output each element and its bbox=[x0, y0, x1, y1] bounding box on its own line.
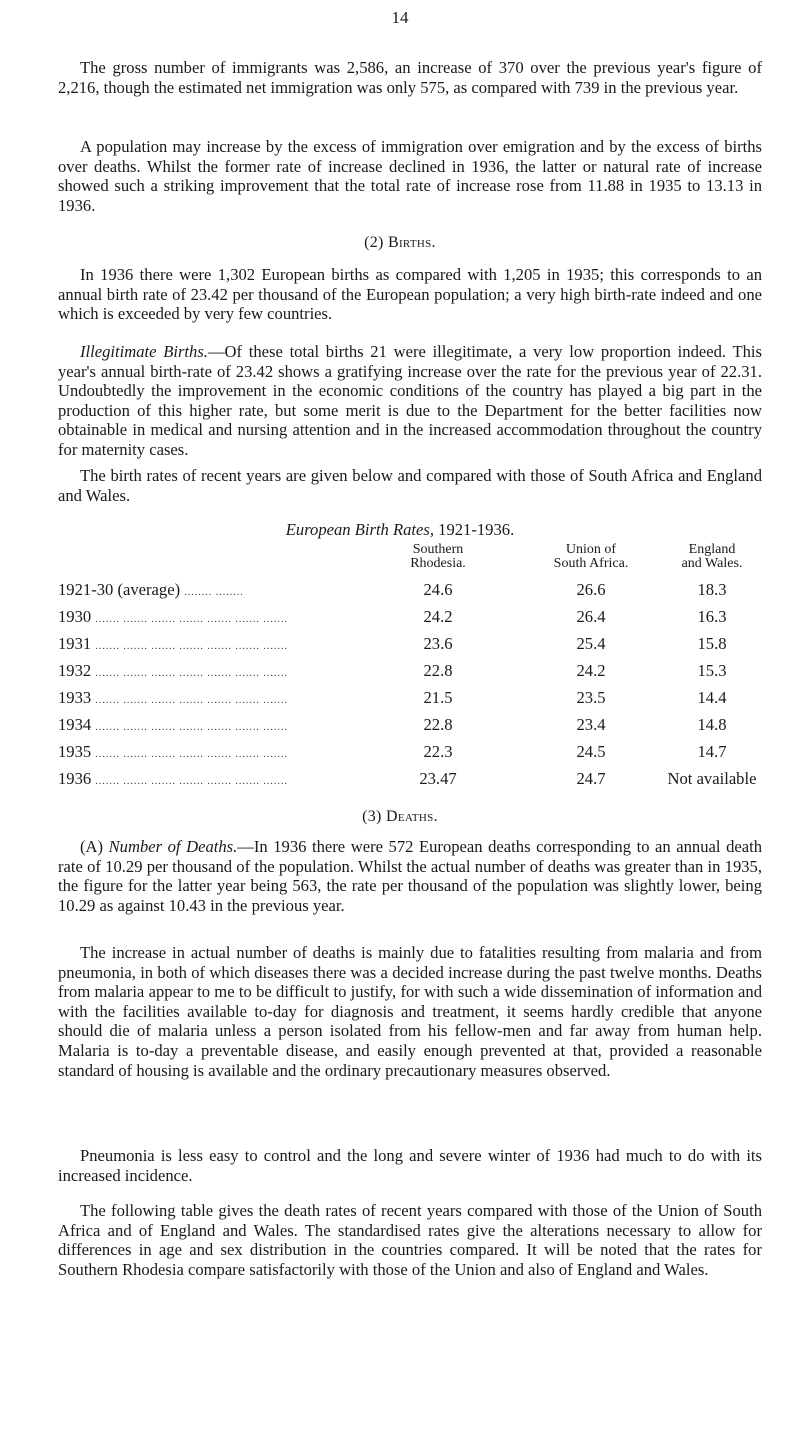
cell-union-south-africa: 24.5 bbox=[576, 742, 606, 761]
paragraph-births: In 1936 there were 1,302 European births as compared with 1,205 in 1935; this corresponds to an annual birth rate of 23.42 per thousand of the European population; a very high birth-rate indeed and one which is exceeded by very few countries. bbox=[58, 265, 762, 324]
col-header-line: England bbox=[688, 542, 736, 557]
col-header-line: Union of bbox=[565, 542, 617, 557]
col-header-southern-rhodesia bbox=[378, 543, 498, 571]
paragraph-birth-rates-intro: The birth rates of recent years are given below and compared with those of South Africa and England and Wales. bbox=[58, 466, 762, 505]
cell-southern-rhodesia: 23.47 bbox=[419, 769, 457, 788]
illegitimate-births-lead: Illegitimate Births. bbox=[80, 342, 208, 361]
cell-southern-rhodesia: 22.8 bbox=[423, 715, 453, 734]
row-year: 1921-30 bbox=[58, 580, 114, 599]
col-header-line: Southern bbox=[412, 542, 464, 557]
col-header-line: and Wales. bbox=[681, 556, 743, 571]
paragraph-death-rates-intro: The following table gives the death rates of recent years compared with those of the Union of South Africa and of England and Wales. The standardised rates give the alterations necessary to allow for differences in age and sex distribution in the countries compared. It will be noted that the rates for Southern Rhodesia compare satisfactorily with those of the Union and also of England and Wales. bbox=[58, 1201, 762, 1279]
col-header-union-south-africa bbox=[526, 543, 656, 571]
row-year: 1935 bbox=[58, 742, 92, 761]
cell-england-wales: 18.3 bbox=[697, 580, 727, 599]
col-header-line: Rhodesia. bbox=[410, 556, 466, 571]
cell-england-wales: 16.3 bbox=[697, 607, 727, 626]
cell-southern-rhodesia: 21.5 bbox=[423, 688, 453, 707]
table-row bbox=[58, 607, 762, 633]
row-year: 1934 bbox=[58, 715, 92, 734]
cell-union-south-africa: 23.4 bbox=[576, 715, 606, 734]
row-year: 1933 bbox=[58, 688, 92, 707]
paragraph-number-of-deaths bbox=[58, 837, 762, 915]
table-row bbox=[58, 742, 762, 768]
cell-england-wales: Not available bbox=[667, 769, 757, 788]
table-row bbox=[58, 634, 762, 660]
cell-union-south-africa: 24.7 bbox=[576, 769, 606, 788]
col-header-england-wales bbox=[662, 543, 762, 571]
cell-england-wales: 14.7 bbox=[697, 742, 727, 761]
heading-births-title: Births. bbox=[387, 234, 436, 251]
cell-southern-rhodesia: 24.6 bbox=[423, 580, 453, 599]
cell-union-south-africa: 26.4 bbox=[576, 607, 606, 626]
table-title-text: European Birth Rates, bbox=[285, 520, 435, 539]
table-row bbox=[58, 580, 762, 606]
row-year: 1930 bbox=[58, 607, 92, 626]
number-of-deaths-body: —In 1936 there were 572 European deaths corresponding to an annual death rate of 10.29 per thousand of the population. Whilst the actual number of deaths was greater than in 1935, the figure for the latter year being 563, the rate per thousand of the population was slightly lower, being 10.29 as against 10.43 in the previous year. bbox=[58, 837, 762, 915]
row-label: 1930 ....... ....... ....... ....... ....... ....... ....... bbox=[58, 607, 288, 626]
heading-births bbox=[0, 234, 800, 252]
row-label: 1932 ....... ....... ....... ....... ....... ....... ....... bbox=[58, 661, 288, 680]
row-label: 1933 ....... ....... ....... ....... ....... ....... ....... bbox=[58, 688, 288, 707]
cell-england-wales: 14.8 bbox=[697, 715, 727, 734]
paragraph-population-increase: A population may increase by the excess of immigration over emigration and by the excess of births over deaths. Whilst the former rate of increase declined in 1936, the latter or natural rate of increase showed such a striking improvement that the total rate of increase rose from 11.88 in 1935 to 13.13 in 1936. bbox=[58, 137, 762, 215]
row-year: 1931 bbox=[58, 634, 92, 653]
deaths-prefix: (A) bbox=[80, 837, 109, 856]
col-header-line: South Africa. bbox=[553, 556, 629, 571]
heading-births-number: (2) bbox=[364, 234, 388, 251]
illegitimate-births-body: —Of these total births 21 were illegitimate, a very low proportion indeed. This year's annual birth-rate of 23.42 shows a gratifying increase over the rate for the previous year of 22.31. Undoubtedly the improvement in the economic conditions of the country has played a big part in the production of this higher rate, but some merit is due to the Department for the better facilities now obtainable in medical and nursing attention and in the increased accommodation throughout the country for maternity cases. bbox=[58, 342, 762, 459]
row-year: 1936 bbox=[58, 769, 92, 788]
cell-southern-rhodesia: 22.8 bbox=[423, 661, 453, 680]
cell-union-south-africa: 23.5 bbox=[576, 688, 606, 707]
heading-deaths-number: (3) bbox=[362, 808, 386, 825]
row-label: 1931 ....... ....... ....... ....... ....... ....... ....... bbox=[58, 634, 288, 653]
heading-deaths-title: Deaths. bbox=[385, 808, 438, 825]
table-title bbox=[0, 520, 800, 540]
row-label: 1935 ....... ....... ....... ....... ....... ....... ....... bbox=[58, 742, 288, 761]
paragraph-malaria-pneumonia: The increase in actual number of deaths is mainly due to fatalities resulting from malaria and from pneumonia, in both of which diseases there was a decided increase during the past twelve months. Deaths from malaria appear to me to be difficult to justify, for with such a wide dissemination of information and with the facilities available to-day for diagnosis and treatment, it seems hardly credible that anyone should die of malaria unless a person isolated from his fellow-men and far away from human help. Malaria is to-day a preventable disease, and easily enough prevented at that, provided a reasonable standard of housing is available and the ordinary precautionary measures observed. bbox=[58, 943, 762, 1080]
table-row bbox=[58, 661, 762, 687]
row-note: (average) bbox=[113, 580, 181, 599]
paragraph-illegitimate-births bbox=[58, 342, 762, 460]
table-row bbox=[58, 715, 762, 741]
cell-union-south-africa: 24.2 bbox=[576, 661, 606, 680]
row-label: 1934 ....... ....... ....... ....... ....... ....... ....... bbox=[58, 715, 288, 734]
cell-southern-rhodesia: 23.6 bbox=[423, 634, 453, 653]
table-row bbox=[58, 688, 762, 714]
paragraph-immigration: The gross number of immigrants was 2,586, an increase of 370 over the previous year's figure of 2,216, though the estimated net immigration was only 575, as compared with 739 in the previous year. bbox=[58, 58, 762, 97]
cell-union-south-africa: 26.6 bbox=[576, 580, 606, 599]
cell-southern-rhodesia: 22.3 bbox=[423, 742, 453, 761]
cell-england-wales: 14.4 bbox=[697, 688, 727, 707]
cell-england-wales: 15.3 bbox=[697, 661, 727, 680]
row-year: 1932 bbox=[58, 661, 92, 680]
paragraph-pneumonia: Pneumonia is less easy to control and the long and severe winter of 1936 had much to do with its increased incidence. bbox=[58, 1146, 762, 1185]
table-row bbox=[58, 769, 762, 795]
cell-southern-rhodesia: 24.2 bbox=[423, 607, 453, 626]
row-label: 1936 ....... ....... ....... ....... ....... ....... ....... bbox=[58, 769, 288, 788]
number-of-deaths-lead: Number of Deaths. bbox=[108, 837, 238, 856]
cell-union-south-africa: 25.4 bbox=[576, 634, 606, 653]
cell-england-wales: 15.8 bbox=[697, 634, 727, 653]
row-label: 1921-30 (average) ........ ........ bbox=[58, 580, 244, 599]
heading-deaths bbox=[0, 808, 800, 826]
table-title-years: 1921-1936. bbox=[434, 520, 515, 539]
page-number: 14 bbox=[391, 8, 409, 27]
